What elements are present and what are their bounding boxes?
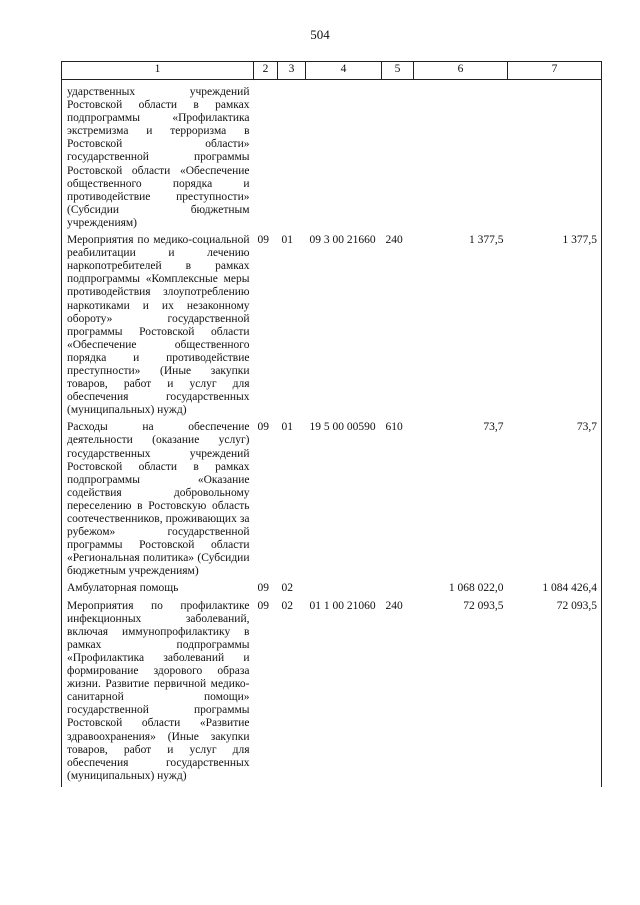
budget-table [61, 61, 602, 787]
header-col-3: 3 [278, 62, 306, 80]
row-sum-col6: 73,7 [483, 421, 504, 434]
row-description: Мероприятия по профилактике инфекционных заболеваний, включая иммунопрофилактику в рамках подпрограммы «Профилактика заболеваний и формирование здорового образа жизни. Развитие первичной медико-санитарной помощи» государственной программы Ростовской области «Развитие здравоохранения» (Иные закупки товаров, работ и услуг для обеспечения государственных (муниципальных) нужд) [62, 600, 254, 787]
row-razdel: 09 [257, 234, 269, 247]
table-row [62, 421, 602, 582]
header-col-5: 5 [382, 62, 414, 80]
header-col-1: 1 [62, 62, 254, 80]
row-sum-col6: 72 093,5 [463, 599, 504, 612]
row-csr: 09 3 00 21660 [309, 234, 376, 247]
header-col-7: 7 [508, 62, 602, 80]
row-sum-col6: 1 068 022,0 [448, 582, 504, 595]
row-description: Расходы на обеспечение деятельности (оказание услуг) государственных учреждений Ростовской области в рамках подпрограммы «Оказание содействия добровольному переселению в Ростовскую область соотечественников, проживающих за рубежом» государственной программы Ростовской области «Региональная политика» (Субсидии бюджетным учреждениям) [62, 421, 254, 582]
table-row [62, 86, 602, 234]
row-podrazdel: 02 [281, 599, 293, 612]
table-row [62, 600, 602, 787]
row-podrazdel [278, 86, 306, 234]
table-header [62, 62, 602, 80]
row-csr [306, 86, 382, 234]
row-description: Мероприятия по медико-социальной реабилитации и лечению наркопотребителей в рамках подпрограммы «Комплексные меры противодействия злоупотреблению наркотиками и их незаконному обороту» государственной программы Ростовской области «Обеспечение общественного порядка и противодействие преступности» (Иные закупки товаров, работ и услуг для обеспечения государственных (муниципальных) нужд) [62, 234, 254, 421]
page-number: 504 [310, 27, 330, 42]
row-podrazdel: 02 [281, 582, 293, 595]
table-row [62, 582, 602, 599]
row-csr: 01 1 00 21060 [309, 599, 376, 612]
row-razdel: 09 [257, 582, 269, 595]
row-sum-col7: 73,7 [508, 421, 602, 582]
row-csr: 19 5 00 00590 [309, 421, 376, 434]
row-vr: 240 [385, 599, 403, 612]
row-vr: 240 [385, 234, 403, 247]
table-body [62, 80, 602, 787]
row-sum-col7: 1 377,5 [508, 234, 602, 421]
header-col-4: 4 [306, 62, 382, 80]
header-col-2: 2 [254, 62, 278, 80]
row-csr [306, 582, 382, 599]
row-sum-col6 [414, 86, 508, 234]
row-description: Амбулаторная помощь [62, 582, 254, 599]
row-vr [382, 86, 414, 234]
row-vr: 610 [385, 421, 403, 434]
table-row [62, 234, 602, 421]
row-sum-col6: 1 377,5 [469, 234, 504, 247]
header-row [62, 62, 602, 80]
row-razdel: 09 [257, 421, 269, 434]
row-sum-col7: 72 093,5 [508, 600, 602, 787]
header-col-6: 6 [414, 62, 508, 80]
row-razdel: 09 [257, 599, 269, 612]
row-podrazdel: 01 [281, 234, 293, 247]
row-razdel [254, 86, 278, 234]
row-podrazdel: 01 [281, 421, 293, 434]
row-sum-col7 [508, 86, 602, 234]
row-description: ударственных учреждений Ростовской области в рамках подпрограммы «Профилактика экстремизма и терроризма в Ростовской области» государственной программы Ростовской области «Обеспечение общественного порядка и противодействие преступности» (Субсидии бюджетным учреждениям) [62, 86, 254, 234]
row-vr [382, 582, 414, 599]
row-sum-col7: 1 084 426,4 [508, 582, 602, 599]
